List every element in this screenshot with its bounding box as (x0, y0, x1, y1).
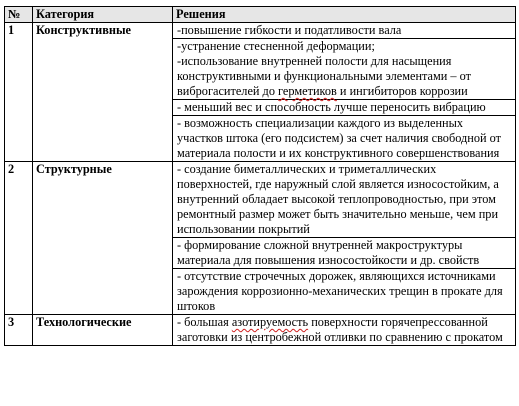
row-category: Конструктивные (33, 23, 173, 162)
row-number: 1 (5, 23, 33, 162)
row-number: 3 (5, 315, 33, 346)
header-category: Категория (33, 7, 173, 23)
table-row (5, 162, 516, 315)
solution-item: -повышение гибкости и податливости вала (177, 23, 402, 37)
row-number: 2 (5, 162, 33, 315)
header-num: № (5, 7, 33, 23)
document-page (4, 6, 515, 346)
solution-item: - отсутствие строчечных дорожек, являющихся источниками зарождения коррозионно-механических трещин в прокате для штоков (173, 268, 515, 314)
solution-item: - формирование сложной внутренней макроструктуры материала для повышения износостойкости и др. свойств (173, 237, 515, 268)
table-row (5, 315, 516, 346)
solution-item: - возможность специализации каждого из выделенных участков штока (его подсистем) за счет наличия свободной от материала полости и их конструктивного совершенствования (173, 115, 515, 161)
solution-item: - большая азотируемость поверхности горячепрессованной заготовки из центробежной отливки по сравнению с прокатом (177, 315, 503, 344)
solutions-table (4, 6, 516, 346)
row-solutions (173, 162, 516, 315)
table-header-row (5, 7, 516, 23)
header-solutions: Решения (173, 7, 516, 23)
solution-text-a: -устранение стесненной деформации; (177, 39, 375, 53)
row-category: Структурные (33, 162, 173, 315)
row-solutions (173, 315, 516, 346)
solution-text-b: -использование внутренней полости для насыщения конструктивными и функциональными элементами – от виброгасителей до герметиков и ингибиторов коррозии (177, 54, 472, 98)
solution-item (173, 38, 515, 99)
solution-item: - меньший вес и способность лучше переносить вибрацию (173, 99, 515, 115)
row-category: Технологические (33, 315, 173, 346)
table-row (5, 23, 516, 162)
row-solutions (173, 23, 516, 162)
solution-item: - создание биметаллических и триметаллических поверхностей, где наружный слой является износостойким, а внутренний обладает высокой теплопроводностью, при этом ремонтный размер может быть значительно меньше, чем при использовании покрытий (177, 162, 499, 236)
